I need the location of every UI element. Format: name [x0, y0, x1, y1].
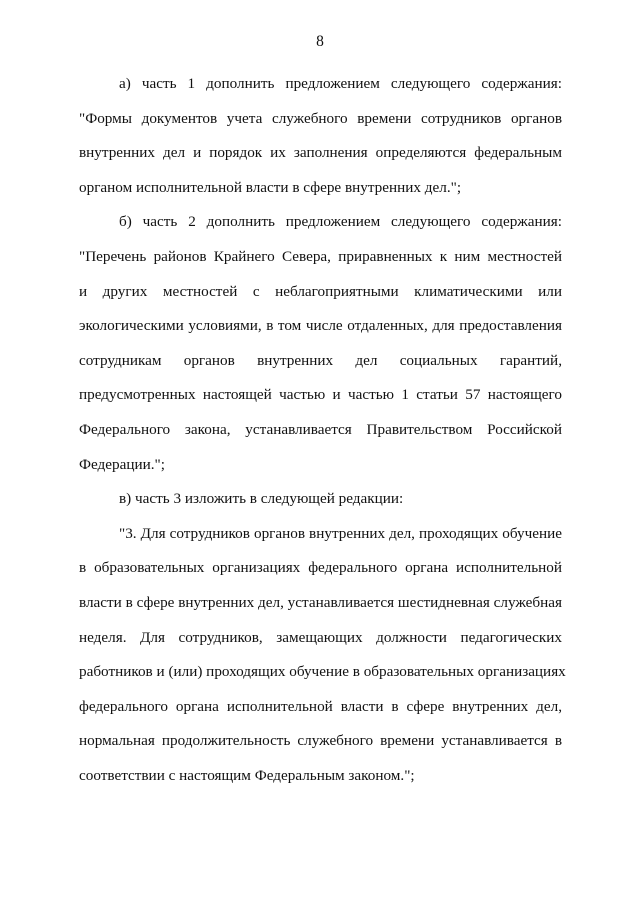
- text-line: и других местностей с неблагоприятными климатическими или: [79, 282, 562, 300]
- text-line: соответствии с настоящим Федеральным законом.";: [79, 766, 415, 784]
- paragraph-b: [79, 205, 562, 482]
- paragraph-a: [79, 67, 562, 205]
- text-line: "3. Для сотрудников органов внутренних дел, проходящих обучение: [119, 524, 562, 542]
- document-body: [79, 67, 566, 793]
- text-line: "Формы документов учета служебного времени сотрудников органов: [79, 109, 562, 127]
- text-line: предусмотренных настоящей частью и частью 1 статьи 57 настоящего: [79, 386, 562, 404]
- text-line: власти в сфере внутренних дел, устанавливается шестидневная служебная: [79, 593, 562, 611]
- text-line: Федерации.";: [79, 455, 165, 473]
- text-line: органом исполнительной власти в сфере внутренних дел.";: [79, 178, 462, 196]
- text-line: федерального органа исполнительной власти в сфере внутренних дел,: [79, 697, 562, 715]
- text-line: внутренних дел и порядок их заполнения определяются федеральным: [79, 144, 562, 162]
- text-line: сотрудникам органов внутренних дел социальных гарантий,: [79, 351, 562, 369]
- paragraph-quote-3: [79, 517, 566, 794]
- paragraph-v: [79, 482, 562, 517]
- text-line: в образовательных организациях федерального органа исполнительной: [79, 559, 562, 577]
- text-line: неделя. Для сотрудников, замещающих должности педагогических: [79, 628, 562, 646]
- text-line: работников и (или) проходящих обучение в образовательных организациях: [79, 663, 566, 681]
- text-line: б) часть 2 дополнить предложением следующего содержания:: [119, 213, 562, 231]
- text-line: в) часть 3 изложить в следующей редакции:: [119, 490, 404, 508]
- page-number: 8: [316, 33, 324, 50]
- text-line: нормальная продолжительность служебного времени устанавливается в: [79, 732, 562, 750]
- text-line: Федерального закона, устанавливается Правительством Российской: [79, 420, 562, 438]
- text-line: "Перечень районов Крайнего Севера, приравненных к ним местностей: [79, 247, 562, 265]
- text-line: экологическими условиями, в том числе отдаленных, для предоставления: [79, 317, 562, 335]
- text-line: а) часть 1 дополнить предложением следующего содержания:: [119, 75, 562, 92]
